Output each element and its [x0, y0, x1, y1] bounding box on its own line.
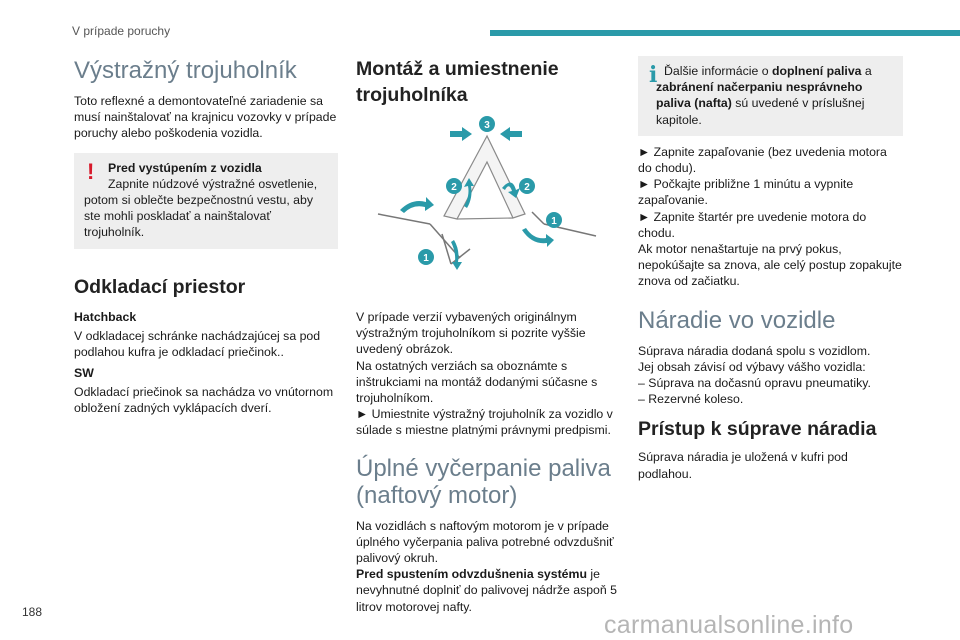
tools-item-2: – Rezervné koleso. [638, 392, 744, 407]
tools-line-1: Súprava náradia dodaná spolu s vozidlom. [638, 343, 871, 358]
tools-line-2: Jej obsah závisí od výbavy vášho vozidla: [638, 359, 866, 374]
title-fuel-exhaustion: Úplné vyčerpanie paliva (naftový motor) [356, 454, 611, 509]
diagram-label-2a: 2 [451, 182, 457, 193]
diagram-label-1b: 1 [423, 253, 429, 264]
fuel-step-1: ► Zapnite zapaľovanie (bez uvedenia motora do chodu). [638, 144, 887, 176]
fuel-note: Ak motor nenaštartuje na prvý pokus, nepokúšajte sa znova, ale celý postup zopakujte znova od začiatku. [638, 242, 902, 289]
info-bold-1: doplnení paliva [771, 64, 862, 78]
header-accent-bar [490, 30, 960, 36]
info-bold-2: zabránení načerpaniu nesprávneho paliva (nafta) [656, 80, 863, 111]
exclamation-icon: ! [87, 158, 95, 184]
diagram-label-2b: 2 [524, 182, 530, 193]
info-callout [638, 56, 903, 136]
warning-text: Zapnite núdzové výstražné osvetlenie, potom si oblečte bezpečnostnú vestu, aby ste mohli poskladať a nainštalovať trojuholník. [84, 176, 318, 240]
fuel-bold: Pred spustením odvzdušnenia systému [356, 567, 587, 582]
page-number: 188 [22, 605, 43, 619]
triangle-assembly-diagram [356, 116, 618, 294]
hatchback-label: Hatchback [74, 309, 137, 324]
column-middle [356, 56, 618, 615]
info-text-2: a [861, 64, 872, 78]
info-text-1: Ďalšie informácie o [664, 64, 772, 78]
title-warning-triangle: Výstražný trojuholník [74, 57, 297, 84]
fuel-step-2: ► Počkajte približne 1 minútu a vypnite zapaľovanie. [638, 177, 854, 208]
sw-text: Odkladací priečinok sa nachádza vo vnútornom obložení zadných vyklápacích dverí. [74, 385, 334, 416]
column-right [638, 56, 903, 482]
section-header: V prípade poruchy [72, 24, 171, 38]
title-triangle-assembly: Montáž a umiestnenie trojuholníka [356, 58, 559, 106]
intro-text: Toto reflexné a demontovateľné zariadenie sa musí nainštalovať na krajnicu vozovky v prípade poruchy alebo poškodenia vozidla. [74, 94, 337, 141]
tools-access-text: Súprava náradia je uložená v kufri pod podlahou. [638, 450, 848, 481]
fuel-text: Na vozidlách s naftovým motorom je v prípade úplného vyčerpania paliva potrebné odvzdušniť palivový okruh. [356, 518, 614, 566]
triangle-text-1: V prípade verzií vybavených originálnym výstražným trojuholníkom si pozrite vyššie uvedený obrázok. [356, 310, 586, 357]
tools-item-1: – Súprava na dočasnú opravu pneumatiky. [638, 376, 871, 391]
triangle-step-1: ► Umiestnite výstražný trojuholník za vozidlo v súlade s miestne platnými právnymi predpismi. [356, 407, 613, 438]
info-icon: i [649, 62, 658, 88]
diagram-label-1a: 1 [551, 216, 557, 227]
fuel-text-2-rest: je nevyhnutné doplniť do palivovej nádrže aspoň 5 litrov motorovej nafty. [356, 567, 617, 614]
title-tools-access: Prístup k súprave náradia [638, 418, 877, 441]
diagram-label-3: 3 [484, 120, 490, 131]
column-left [74, 56, 338, 416]
fuel-text-2 [356, 566, 618, 615]
sw-label: SW [74, 366, 94, 381]
triangle-text-2: Na ostatných verziách sa oboznámte s inštrukciami na montáž dodanými súčasne s trojuholníkom. [356, 358, 598, 406]
warning-callout [74, 153, 338, 249]
watermark: carmanualsonline.info [604, 611, 854, 639]
info-text-3: sú uvedené v príslušnej kapitole. [656, 96, 865, 127]
warning-title: Pred vystúpením z vozidla [108, 160, 262, 175]
hatchback-text: V odkladacej schránke nachádzajúcej sa pod podlahou kufra je odkladací priečinok.. [74, 328, 321, 359]
title-storage: Odkladací priestor [74, 275, 246, 298]
title-tools: Náradie vo vozidle [638, 306, 836, 334]
fuel-step-3: ► Zapnite štartér pre uvedenie motora do chodu. [638, 209, 867, 240]
